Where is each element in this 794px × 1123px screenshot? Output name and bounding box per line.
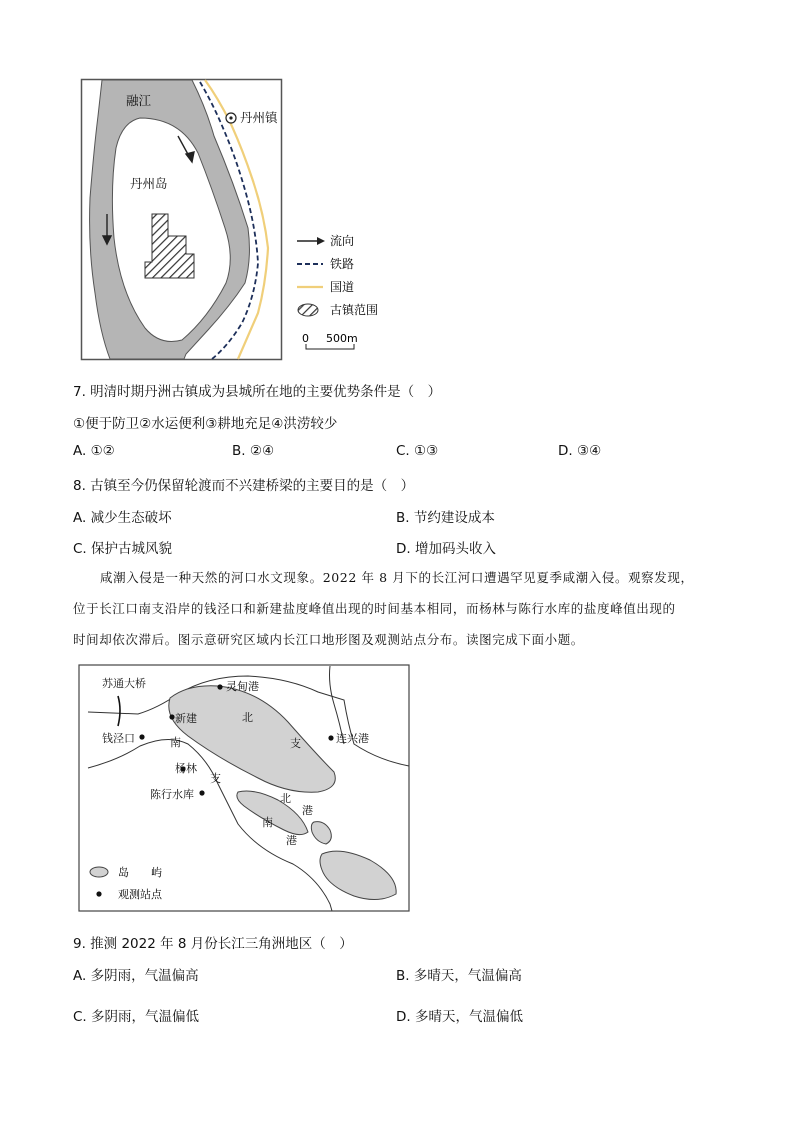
scale-dist: 500m — [326, 332, 358, 345]
q8-option-d[interactable]: D. 增加码头收入 — [396, 541, 496, 557]
q8-option-a[interactable]: A. 减少生态破坏 — [73, 510, 172, 526]
scale-zero: 0 — [302, 332, 309, 345]
map-danzhou-svg — [80, 78, 402, 362]
label-xinjian: 新建 — [175, 712, 197, 725]
q7-option-c[interactable]: C. ①③ — [396, 443, 439, 459]
q9-option-a[interactable]: A. 多阴雨，气温偏高 — [73, 968, 199, 984]
legend-map1 — [297, 233, 378, 349]
label-danzhou-town: 丹州镇 — [240, 110, 278, 125]
label-north-channel-1: 北 — [280, 792, 291, 805]
map-yangtze-svg — [78, 664, 412, 914]
q9-option-c[interactable]: C. 多阴雨，气温偏低 — [73, 1009, 200, 1025]
station-lingdian — [217, 684, 222, 689]
legend-highway: 国道 — [330, 280, 355, 294]
map-yangtze-estuary — [78, 664, 412, 914]
q7-stem: 7. 明清时期丹洲古镇成为县城所在地的主要优势条件是（ ） — [73, 384, 442, 400]
label-danzhou-island: 丹州岛 — [130, 176, 168, 191]
q8-option-c[interactable]: C. 保护古城风貌 — [73, 541, 173, 557]
label-south-channel-1: 南 — [262, 816, 273, 829]
label-qianjingkou: 钱泾口 — [102, 732, 135, 745]
q7-option-b[interactable]: B. ②④ — [232, 443, 275, 459]
legend-oldtown: 古镇范围 — [330, 303, 379, 317]
legend-flow: 流向 — [330, 234, 355, 248]
label-yanglin: 杨林 — [175, 762, 197, 775]
passage-line-3: 时间却依次滞后。图示意研究区域内长江口地形图及观测站点分布。读图完成下面小题。 — [73, 632, 584, 647]
label-north-channel-2: 港 — [302, 804, 313, 817]
q9-option-b[interactable]: B. 多晴天，气温偏高 — [396, 968, 522, 984]
label-north-branch-2: 支 — [290, 737, 301, 750]
label-north-branch-1: 北 — [242, 711, 253, 724]
legend-island: 岛 屿 — [118, 866, 162, 879]
station-chenhang — [199, 790, 204, 795]
q8-stem: 8. 古镇至今仍保留轮渡而不兴建桥梁的主要目的是（ ） — [73, 478, 415, 494]
label-lianxing: 连兴港 — [336, 732, 369, 745]
legend-station: 观测站点 — [118, 888, 162, 901]
station-xinjian — [169, 714, 174, 719]
label-lingdian: 灵甸港 — [226, 680, 259, 693]
q9-option-d[interactable]: D. 多晴天，气温偏低 — [396, 1009, 523, 1025]
label-chenhang: 陈行水库 — [150, 788, 194, 801]
map-danzhou — [80, 78, 402, 362]
label-south-branch-2: 支 — [210, 772, 221, 785]
q8-option-b[interactable]: B. 节约建设成本 — [396, 510, 495, 526]
q7-option-a[interactable]: A. ①② — [73, 443, 115, 459]
q7-option-d[interactable]: D. ③④ — [558, 443, 602, 459]
label-south-branch-1: 南 — [170, 736, 181, 749]
station-qianjingkou — [139, 734, 144, 739]
label-rongjiang: 融江 — [126, 93, 152, 108]
legend-railway: 铁路 — [330, 257, 355, 271]
passage-line-1: 咸潮入侵是一种天然的河口水文现象。2022 年 8 月下的长江河口遭遇罕见夏季咸潮入侵。观察发现， — [100, 570, 694, 585]
station-lianxing — [328, 735, 333, 740]
label-sutong-bridge: 苏通大桥 — [102, 677, 146, 690]
q7-items: ①便于防卫②水运便利③耕地充足④洪涝较少 — [73, 416, 338, 432]
q9-stem: 9. 推测 2022 年 8 月份长江三角洲地区（ ） — [73, 936, 353, 952]
passage-line-2: 位于长江口南支沿岸的钱泾口和新建盐度峰值出现的时间基本相同，而杨林与陈行水库的盐度峰值出现的 — [73, 601, 676, 616]
label-south-channel-2: 港 — [286, 834, 297, 847]
